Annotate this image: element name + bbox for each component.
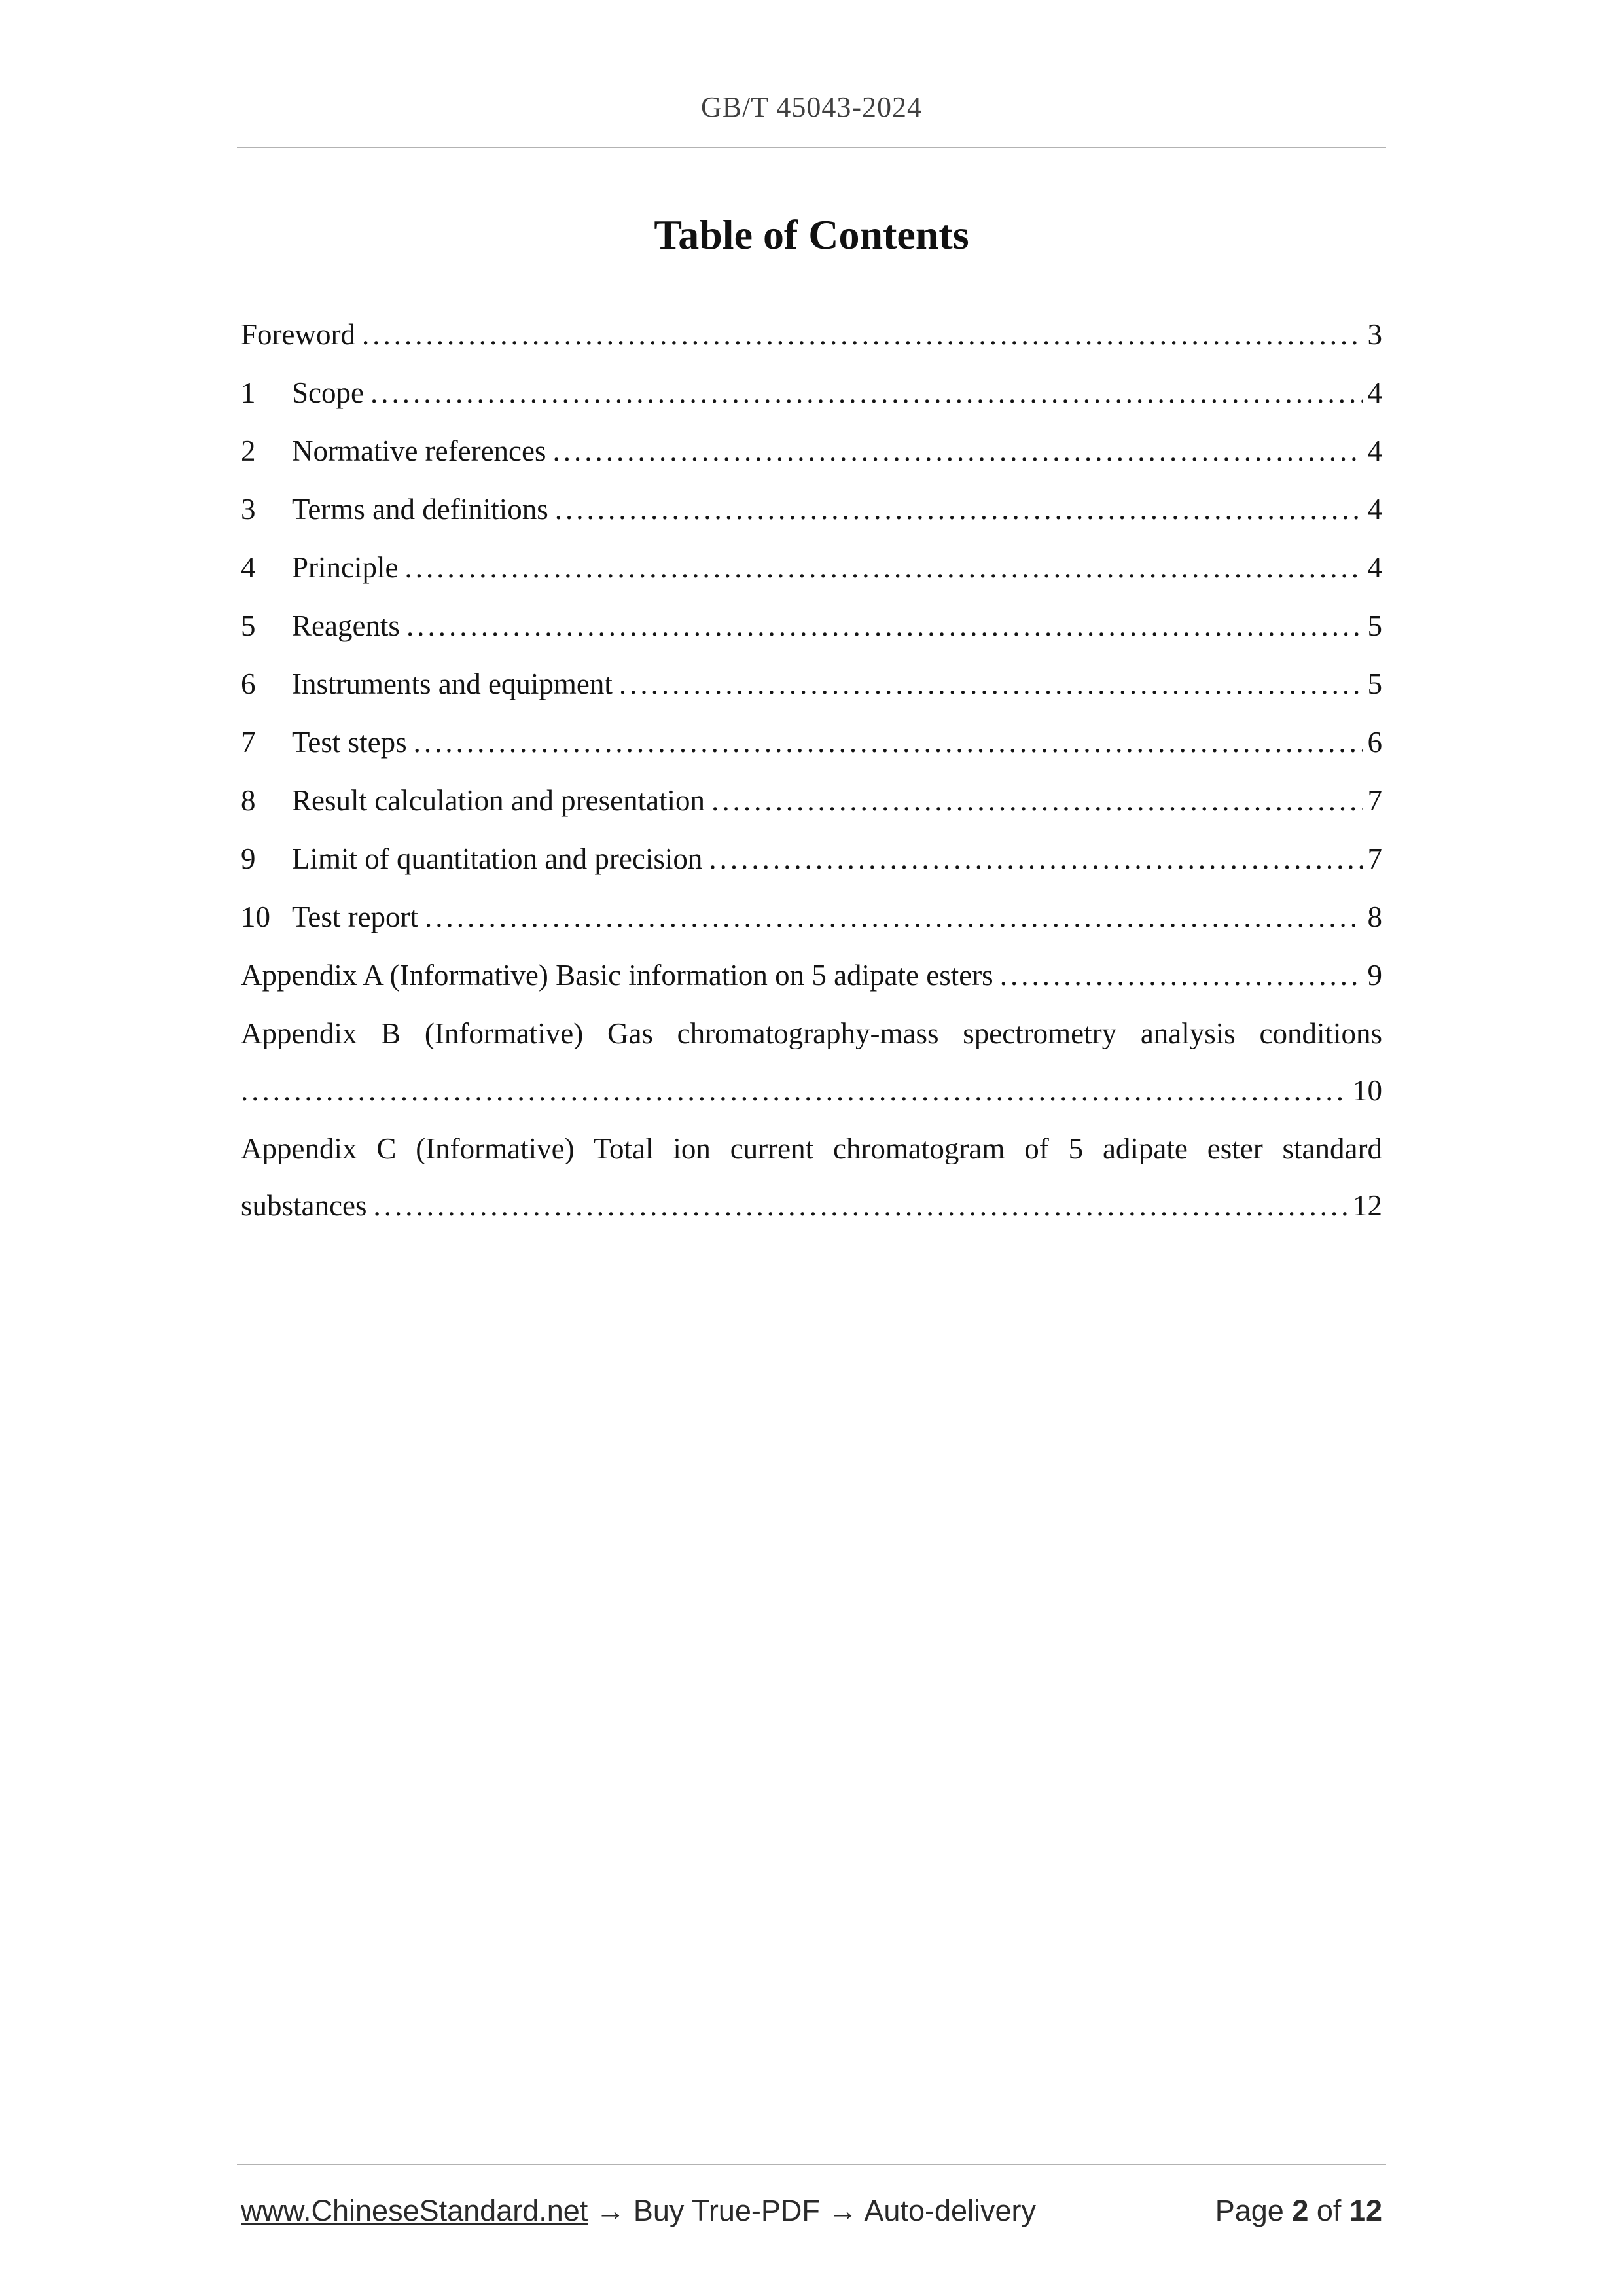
page-total: 12	[1349, 2194, 1382, 2227]
toc-entry-number: 5	[241, 609, 256, 642]
toc-dot-leader	[414, 727, 1363, 758]
toc-entry-number: 10	[241, 901, 270, 933]
toc-entry-page: 4	[1367, 376, 1382, 409]
toc-dot-leader	[711, 785, 1362, 816]
toc-entry-title: Test report	[292, 901, 419, 933]
toc-dot-leader	[425, 902, 1362, 933]
toc-entry-title: Appendix B (Informative) Gas chromatography-mass spectrometry analysis conditions	[241, 1018, 1382, 1049]
toc-entry-title: Appendix C (Informative) Total ion current chromatogram of 5 adipate ester standard	[241, 1134, 1382, 1164]
toc-entry-foreword	[241, 319, 1382, 350]
footer-divider	[237, 2164, 1386, 2165]
toc-dot-leader	[404, 552, 1362, 583]
toc-dot-leader	[555, 494, 1363, 525]
toc-entry-title: Reagents	[292, 609, 400, 642]
toc-entry-title: Foreword	[241, 318, 355, 351]
toc-entry-page: 4	[1367, 551, 1382, 584]
toc-entry-page: 9	[1367, 959, 1382, 992]
toc-entry-instruments-and-equipment	[241, 669, 1382, 700]
page-footer	[241, 2194, 1382, 2228]
toc-entry-continuation	[241, 1191, 1382, 1221]
toc-entry-page: 4	[1367, 435, 1382, 467]
toc-entry-limit-of-quantitation	[241, 844, 1382, 874]
footer-branding	[241, 2194, 1036, 2228]
toc-entry-normative-references	[241, 436, 1382, 467]
toc-entry-appendix-c	[241, 1134, 1382, 1221]
toc-entry-page: 7	[1367, 784, 1382, 817]
toc-entry-page: 5	[1367, 609, 1382, 642]
toc-entry-test-report	[241, 902, 1382, 933]
toc-entry-title-continued: substances	[241, 1189, 367, 1222]
toc-entry-number: 7	[241, 726, 256, 759]
toc-entry-number: 6	[241, 668, 256, 700]
toc-dot-leader	[241, 1075, 1347, 1106]
toc-dot-leader	[553, 436, 1363, 467]
toc-dot-leader	[370, 378, 1363, 408]
header-divider	[237, 147, 1386, 148]
toc-entry-number: 4	[241, 551, 256, 584]
toc-entry-scope	[241, 378, 1382, 408]
toc-entry-principle	[241, 552, 1382, 583]
toc-entry-appendix-b	[241, 1018, 1382, 1106]
website-link[interactable]: www.ChineseStandard.net	[241, 2194, 588, 2227]
toc-entry-title: Test steps	[292, 726, 407, 759]
toc-entry-page: 7	[1367, 842, 1382, 875]
of-label: of	[1316, 2194, 1342, 2227]
toc-dot-leader	[373, 1191, 1347, 1221]
page-content	[241, 211, 1382, 1249]
toc-entry-reagents	[241, 611, 1382, 641]
toc-entry-title: Principle	[292, 551, 399, 584]
page-label: Page	[1215, 2194, 1284, 2227]
toc-entry-test-steps	[241, 727, 1382, 758]
toc-entry-page: 4	[1367, 493, 1382, 526]
header-doc-number: GB/T 45043-2024	[700, 91, 923, 123]
toc-entry-title: Appendix A (Informative) Basic information on 5 adipate esters	[241, 959, 993, 992]
toc-entry-continuation	[241, 1075, 1382, 1106]
toc-entry-page: 12	[1353, 1189, 1382, 1222]
toc-dot-leader	[1000, 960, 1363, 991]
toc-entry-number: 9	[241, 842, 256, 875]
toc-entry-page: 3	[1367, 318, 1382, 351]
toc-dot-leader	[619, 669, 1363, 700]
toc-entry-title: Result calculation and presentation	[292, 784, 705, 817]
toc-entry-title: Normative references	[292, 435, 546, 467]
page-current: 2	[1292, 2194, 1309, 2227]
footer-tagline: → Buy True-PDF → Auto-delivery	[596, 2194, 1037, 2227]
table-of-contents	[241, 319, 1382, 1221]
page-indicator	[1215, 2194, 1382, 2228]
toc-dot-leader	[709, 844, 1362, 874]
toc-entry-title: Terms and definitions	[292, 493, 548, 526]
toc-entry-title: Limit of quantitation and precision	[292, 842, 703, 875]
toc-entry-page: 10	[1353, 1074, 1382, 1107]
toc-entry-number: 3	[241, 493, 256, 526]
toc-entry-page: 5	[1367, 668, 1382, 700]
toc-dot-leader	[406, 611, 1363, 641]
toc-entry-appendix-a	[241, 960, 1382, 991]
toc-entry-title: Instruments and equipment	[292, 668, 613, 700]
toc-entry-number: 1	[241, 376, 256, 409]
toc-entry-terms-and-definitions	[241, 494, 1382, 525]
toc-entry-page: 6	[1367, 726, 1382, 759]
toc-entry-number: 8	[241, 784, 256, 817]
toc-dot-leader	[362, 319, 1363, 350]
page-title: Table of Contents	[654, 211, 969, 258]
toc-entry-result-calculation	[241, 785, 1382, 816]
toc-entry-page: 8	[1367, 901, 1382, 933]
toc-entry-number: 2	[241, 435, 256, 467]
toc-entry-title: Scope	[292, 376, 364, 409]
